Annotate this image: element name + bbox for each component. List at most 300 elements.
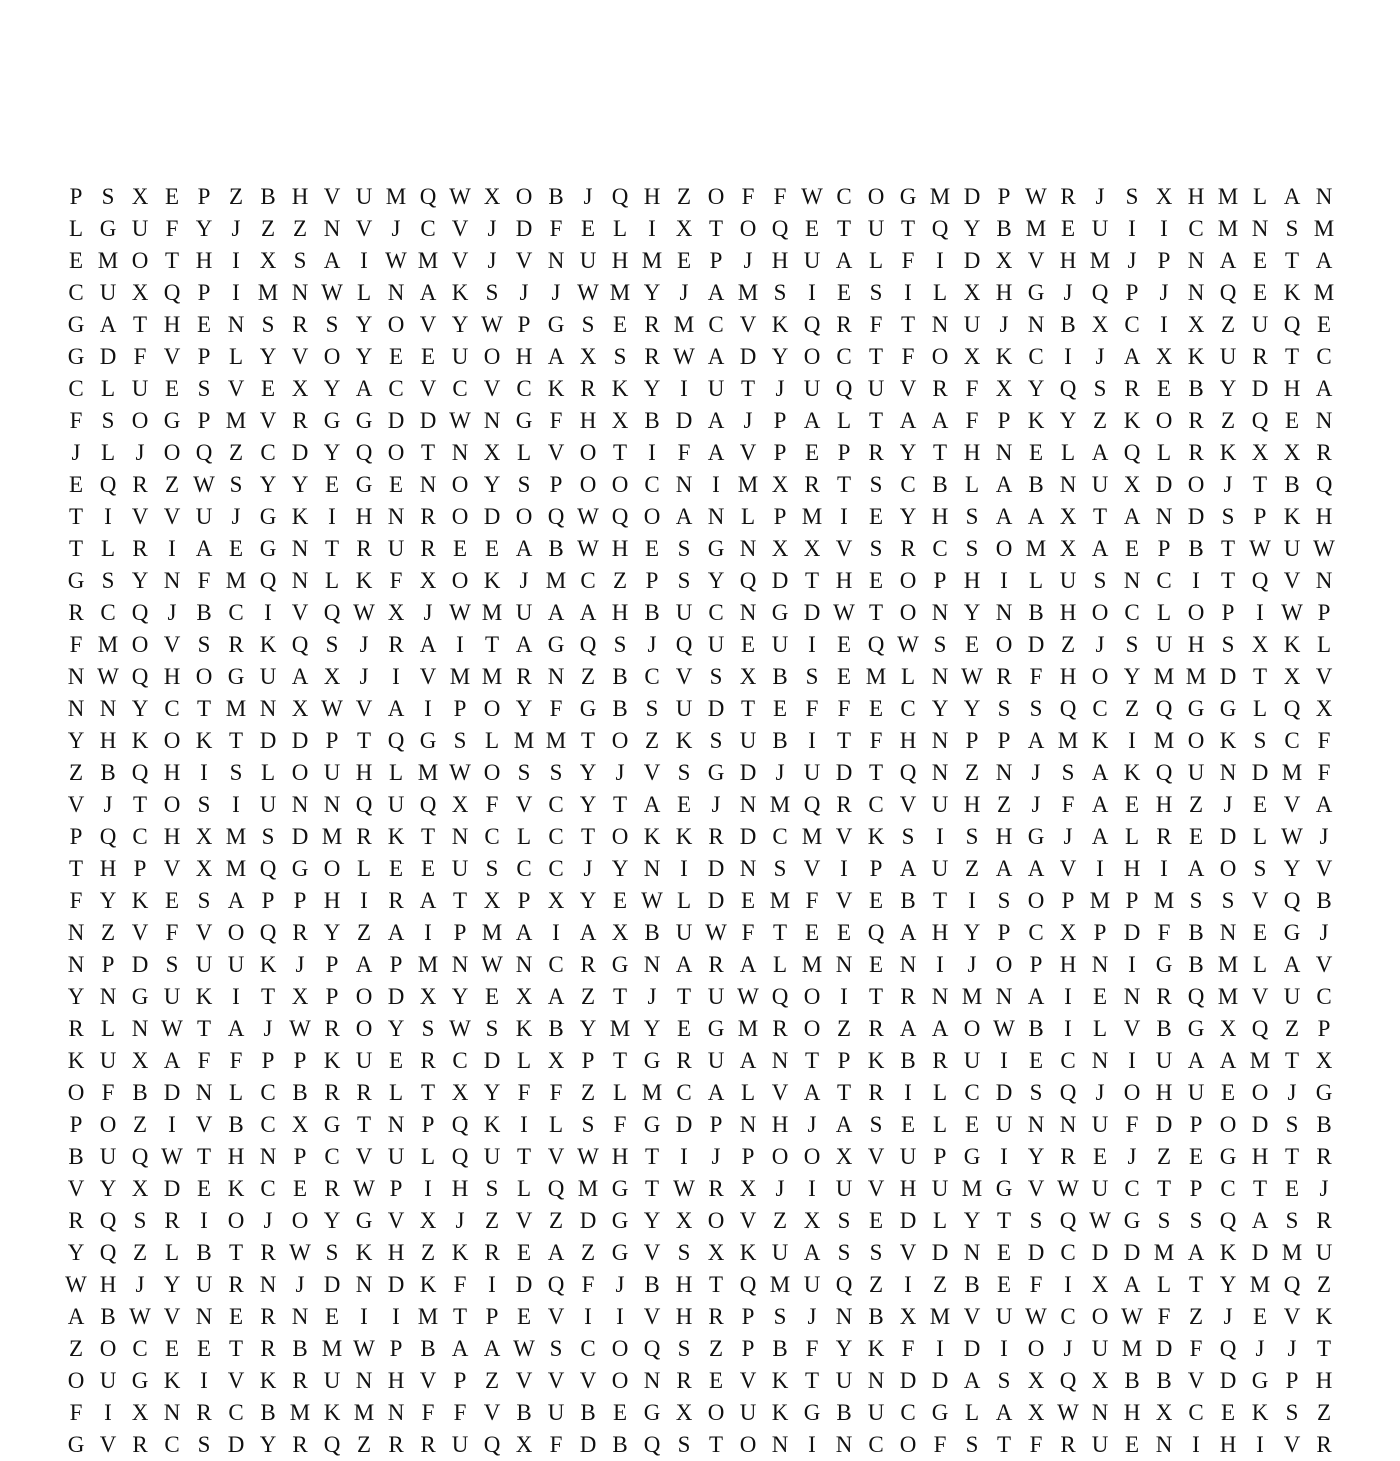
grid-letter: N — [419, 472, 437, 497]
grid-letter: Y — [899, 504, 917, 529]
grid-letter: X — [291, 376, 309, 401]
grid-letter: T — [1316, 1336, 1332, 1361]
grid-letter: Y — [355, 312, 373, 337]
grid-letter: G — [1251, 1368, 1269, 1393]
grid-letter: I — [1256, 1432, 1264, 1457]
grid-letter: U — [1283, 984, 1301, 1009]
grid-letter: K — [483, 568, 501, 593]
grid-letter: Q — [899, 760, 917, 785]
grid-letter: E — [196, 1336, 212, 1361]
grid-row — [60, 565, 1340, 597]
grid-letter: L — [1252, 824, 1268, 849]
grid-letter: R — [260, 1336, 276, 1361]
grid-letter: E — [1156, 376, 1172, 401]
grid-letter: E — [324, 1304, 340, 1329]
grid-letter: P — [997, 408, 1011, 433]
grid-letter: F — [677, 440, 691, 465]
grid-letter: Q — [867, 632, 885, 657]
grid-letter: D — [579, 1208, 597, 1233]
grid-letter: U — [387, 536, 405, 561]
grid-letter: S — [293, 248, 307, 273]
grid-letter: M — [801, 504, 823, 529]
grid-letter: P — [197, 344, 211, 369]
grid-letter: R — [932, 1048, 948, 1073]
grid-letter: T — [1252, 1176, 1268, 1201]
grid-letter: Q — [611, 184, 629, 209]
grid-letter: R — [484, 1240, 500, 1265]
grid-letter: J — [391, 216, 401, 241]
grid-letter: H — [99, 1272, 117, 1297]
grid-letter: H — [643, 184, 661, 209]
grid-letter: U — [1091, 1432, 1109, 1457]
grid-letter: S — [101, 568, 115, 593]
grid-letter: U — [1251, 312, 1269, 337]
grid-letter: L — [900, 664, 916, 689]
grid-letter: N — [67, 696, 85, 721]
grid-letter: E — [1316, 312, 1332, 337]
grid-letter: V — [99, 1432, 117, 1457]
grid-letter: Z — [228, 184, 244, 209]
grid-letter: B — [772, 1336, 788, 1361]
grid-letter: S — [997, 696, 1011, 721]
grid-letter: B — [1188, 376, 1204, 401]
grid-row — [60, 533, 1340, 565]
grid-row — [60, 1109, 1340, 1141]
grid-letter: H — [515, 344, 533, 369]
grid-letter: W — [705, 920, 727, 945]
grid-letter: P — [485, 1304, 499, 1329]
grid-letter: F — [549, 1080, 563, 1105]
grid-letter: O — [1155, 408, 1173, 433]
grid-letter: C — [1316, 984, 1332, 1009]
grid-letter: U — [867, 216, 885, 241]
grid-letter: T — [164, 248, 180, 273]
grid-letter: T — [516, 1144, 532, 1169]
grid-letter: P — [293, 1048, 307, 1073]
grid-letter: S — [197, 376, 211, 401]
grid-letter: F — [869, 312, 883, 337]
grid-letter: C — [68, 376, 84, 401]
grid-letter: K — [771, 312, 789, 337]
grid-letter: S — [485, 856, 499, 881]
grid-letter: Q — [739, 568, 757, 593]
grid-letter: M — [737, 280, 759, 305]
grid-letter: C — [644, 664, 660, 689]
grid-letter: U — [355, 1048, 373, 1073]
grid-letter: A — [227, 1016, 245, 1041]
grid-letter: B — [260, 184, 276, 209]
grid-letter: O — [1251, 1080, 1269, 1105]
grid-letter: Y — [483, 1080, 501, 1105]
grid-letter: A — [931, 1016, 949, 1041]
grid-letter: E — [804, 216, 820, 241]
grid-letter: E — [676, 1016, 692, 1041]
grid-letter: R — [580, 952, 596, 977]
grid-letter: D — [387, 1272, 405, 1297]
grid-letter: B — [196, 600, 212, 625]
grid-letter: W — [449, 184, 471, 209]
grid-letter: V — [547, 1368, 565, 1393]
grid-letter: S — [1029, 1208, 1043, 1233]
grid-letter: D — [963, 248, 981, 273]
grid-letter: U — [963, 1048, 981, 1073]
grid-letter: N — [1315, 408, 1333, 433]
grid-letter: U — [451, 856, 469, 881]
grid-letter: F — [1061, 792, 1075, 817]
grid-letter: X — [419, 1208, 437, 1233]
grid-letter: T — [836, 728, 852, 753]
grid-letter: A — [1251, 1208, 1269, 1233]
grid-letter: Y — [259, 344, 277, 369]
grid-letter: D — [387, 984, 405, 1009]
grid-letter: O — [163, 440, 181, 465]
grid-letter: V — [1283, 1304, 1301, 1329]
grid-letter: I — [808, 1432, 816, 1457]
grid-letter: R — [900, 984, 916, 1009]
grid-letter: S — [997, 888, 1011, 913]
grid-letter: U — [1315, 1240, 1333, 1265]
grid-letter: A — [1315, 376, 1333, 401]
grid-letter: R — [1060, 184, 1076, 209]
grid-letter: U — [195, 504, 213, 529]
grid-letter: G — [515, 408, 533, 433]
grid-letter: X — [963, 344, 981, 369]
grid-letter: V — [483, 376, 501, 401]
grid-letter: B — [644, 408, 660, 433]
grid-letter: E — [964, 1112, 980, 1137]
grid-letter: R — [420, 1432, 436, 1457]
grid-letter: D — [1155, 472, 1173, 497]
grid-letter: G — [611, 1208, 629, 1233]
grid-letter: S — [933, 632, 947, 657]
grid-letter: N — [131, 1016, 149, 1041]
grid-letter: T — [196, 696, 212, 721]
grid-letter: P — [325, 984, 339, 1009]
grid-letter: S — [965, 504, 979, 529]
grid-letter: C — [1092, 696, 1108, 721]
grid-letter: F — [1029, 1272, 1043, 1297]
grid-row — [60, 1269, 1340, 1301]
grid-letter: S — [581, 312, 595, 337]
grid-letter: P — [1221, 600, 1235, 625]
grid-letter: Q — [1219, 1208, 1237, 1233]
grid-letter: G — [643, 1112, 661, 1137]
grid-letter: M — [513, 728, 535, 753]
grid-letter: A — [739, 1048, 757, 1073]
grid-letter: B — [548, 1016, 564, 1041]
grid-letter: O — [227, 920, 245, 945]
grid-letter: F — [165, 920, 179, 945]
grid-letter: L — [100, 440, 116, 465]
grid-letter: S — [581, 1112, 595, 1137]
grid-letter: I — [904, 1272, 912, 1297]
grid-letter: Y — [643, 280, 661, 305]
grid-letter: C — [164, 1432, 180, 1457]
grid-letter: U — [995, 1304, 1013, 1329]
grid-letter: J — [359, 632, 369, 657]
grid-letter: M — [769, 792, 791, 817]
grid-letter: S — [101, 408, 115, 433]
grid-letter: U — [323, 760, 341, 785]
grid-letter: G — [579, 696, 597, 721]
grid-letter: F — [805, 696, 819, 721]
grid-letter: P — [933, 568, 947, 593]
grid-letter: B — [644, 1272, 660, 1297]
grid-letter: R — [836, 312, 852, 337]
grid-letter: C — [1028, 344, 1044, 369]
grid-letter: N — [547, 664, 565, 689]
grid-letter: F — [453, 1400, 467, 1425]
grid-letter: S — [1125, 184, 1139, 209]
grid-letter: C — [868, 792, 884, 817]
grid-row — [60, 757, 1340, 789]
grid-letter: I — [488, 1272, 496, 1297]
grid-letter: L — [516, 1048, 532, 1073]
grid-letter: S — [1189, 888, 1203, 913]
grid-letter: Q — [259, 856, 277, 881]
grid-letter: V — [419, 1368, 437, 1393]
grid-letter: S — [677, 1240, 691, 1265]
grid-letter: Q — [131, 760, 149, 785]
grid-letter: S — [613, 344, 627, 369]
grid-letter: B — [1284, 472, 1300, 497]
grid-letter: I — [1192, 1432, 1200, 1457]
grid-letter: T — [580, 728, 596, 753]
grid-letter: R — [932, 376, 948, 401]
grid-letter: L — [612, 216, 628, 241]
grid-letter: I — [552, 920, 560, 945]
grid-letter: E — [516, 1240, 532, 1265]
grid-letter: B — [900, 1048, 916, 1073]
grid-letter: K — [995, 344, 1013, 369]
grid-letter: E — [1252, 1304, 1268, 1329]
grid-letter: B — [1188, 952, 1204, 977]
grid-letter: P — [773, 504, 787, 529]
grid-letter: A — [739, 952, 757, 977]
grid-letter: I — [1064, 984, 1072, 1009]
grid-letter: B — [1124, 1368, 1140, 1393]
grid-letter: G — [707, 1016, 725, 1041]
grid-letter: T — [708, 216, 724, 241]
grid-letter: S — [869, 536, 883, 561]
grid-letter: I — [840, 984, 848, 1009]
grid-letter: C — [228, 1400, 244, 1425]
grid-letter: M — [769, 1272, 791, 1297]
grid-letter: M — [929, 184, 951, 209]
grid-letter: O — [99, 1336, 117, 1361]
grid-letter: H — [1315, 504, 1333, 529]
grid-letter: M — [769, 888, 791, 913]
grid-letter: X — [1251, 440, 1269, 465]
grid-letter: J — [1319, 824, 1329, 849]
grid-letter: Q — [1187, 984, 1205, 1009]
grid-letter: E — [68, 472, 84, 497]
grid-letter: F — [517, 1080, 531, 1105]
grid-letter: A — [707, 280, 725, 305]
grid-letter: T — [132, 312, 148, 337]
grid-letter: M — [1089, 248, 1111, 273]
grid-letter: D — [931, 1240, 949, 1265]
grid-letter: N — [291, 568, 309, 593]
grid-letter: A — [963, 1368, 981, 1393]
grid-letter: K — [1283, 280, 1301, 305]
grid-letter: C — [1124, 600, 1140, 625]
grid-letter: U — [1155, 632, 1173, 657]
grid-letter: S — [421, 1016, 435, 1041]
grid-letter: D — [483, 1048, 501, 1073]
grid-letter: J — [1063, 824, 1073, 849]
grid-letter: T — [68, 504, 84, 529]
grid-letter: E — [1092, 984, 1108, 1009]
grid-letter: M — [1281, 760, 1303, 785]
grid-letter: Z — [708, 1336, 724, 1361]
grid-letter: Y — [99, 888, 117, 913]
grid-letter: P — [1061, 888, 1075, 913]
grid-letter: X — [1027, 1368, 1045, 1393]
grid-letter: B — [292, 1080, 308, 1105]
grid-letter: J — [519, 568, 529, 593]
grid-letter: Z — [1284, 1016, 1300, 1041]
grid-letter: L — [228, 344, 244, 369]
grid-letter: F — [901, 344, 915, 369]
grid-letter: H — [291, 184, 309, 209]
grid-letter: R — [292, 1368, 308, 1393]
grid-letter: T — [804, 568, 820, 593]
grid-letter: V — [451, 216, 469, 241]
grid-letter: T — [932, 440, 948, 465]
grid-letter: Q — [1283, 888, 1301, 913]
grid-letter: K — [483, 1112, 501, 1137]
grid-letter: R — [324, 1080, 340, 1105]
grid-letter: M — [1153, 664, 1175, 689]
grid-letter: D — [995, 1080, 1013, 1105]
grid-letter: X — [323, 664, 341, 689]
grid-letter: C — [708, 312, 724, 337]
grid-letter: R — [1316, 1144, 1332, 1169]
grid-letter: F — [229, 1048, 243, 1073]
grid-letter: Z — [1220, 312, 1236, 337]
grid-letter: E — [388, 1048, 404, 1073]
grid-letter: D — [1219, 824, 1237, 849]
grid-letter: W — [897, 632, 919, 657]
grid-letter: I — [392, 664, 400, 689]
grid-letter: F — [613, 1112, 627, 1137]
grid-letter: W — [673, 1176, 695, 1201]
grid-letter: M — [321, 824, 343, 849]
grid-letter: G — [131, 984, 149, 1009]
grid-letter: R — [68, 1208, 84, 1233]
grid-letter: M — [545, 568, 567, 593]
grid-letter: T — [1092, 504, 1108, 529]
grid-letter: J — [1095, 632, 1105, 657]
grid-row — [60, 1205, 1340, 1237]
grid-letter: C — [1124, 1176, 1140, 1201]
grid-letter: K — [1251, 1400, 1269, 1425]
grid-letter: H — [611, 1144, 629, 1169]
grid-letter: X — [739, 664, 757, 689]
grid-letter: K — [515, 1016, 533, 1041]
grid-letter: J — [103, 792, 113, 817]
grid-letter: I — [968, 888, 976, 913]
grid-letter: D — [419, 408, 437, 433]
grid-letter: R — [708, 1176, 724, 1201]
grid-letter: V — [451, 248, 469, 273]
grid-letter: X — [259, 248, 277, 273]
grid-letter: J — [295, 952, 305, 977]
grid-letter: S — [965, 536, 979, 561]
grid-letter: L — [164, 1240, 180, 1265]
grid-letter: S — [1285, 1208, 1299, 1233]
grid-letter: P — [69, 184, 83, 209]
grid-row — [60, 1365, 1340, 1397]
grid-letter: K — [291, 504, 309, 529]
grid-letter: L — [548, 1112, 564, 1137]
grid-letter: O — [867, 184, 885, 209]
grid-letter: S — [197, 888, 211, 913]
grid-letter: G — [67, 568, 85, 593]
grid-letter: H — [163, 760, 181, 785]
grid-letter: N — [1059, 1112, 1077, 1137]
grid-letter: Q — [99, 1208, 117, 1233]
grid-letter: W — [321, 696, 343, 721]
grid-letter: X — [1059, 504, 1077, 529]
grid-letter: P — [293, 1144, 307, 1169]
grid-letter: Z — [836, 1016, 852, 1041]
grid-letter: N — [643, 856, 661, 881]
grid-letter: G — [1027, 824, 1045, 849]
grid-letter: X — [515, 984, 533, 1009]
grid-letter: J — [1031, 760, 1041, 785]
grid-letter: S — [325, 312, 339, 337]
grid-letter: Y — [835, 1336, 853, 1361]
grid-letter: C — [836, 344, 852, 369]
grid-letter: M — [1281, 1240, 1303, 1265]
grid-letter: D — [899, 1368, 917, 1393]
grid-letter: J — [263, 1016, 273, 1041]
grid-letter: X — [1315, 696, 1333, 721]
grid-letter: E — [836, 632, 852, 657]
grid-letter: C — [580, 568, 596, 593]
grid-letter: O — [1123, 1080, 1141, 1105]
grid-letter: M — [417, 952, 439, 977]
grid-letter: V — [963, 1304, 981, 1329]
grid-letter: E — [1060, 216, 1076, 241]
grid-letter: M — [97, 248, 119, 273]
grid-row — [60, 917, 1340, 949]
grid-letter: O — [707, 1400, 725, 1425]
grid-letter: K — [323, 1048, 341, 1073]
grid-letter: D — [515, 216, 533, 241]
grid-letter: X — [963, 280, 981, 305]
grid-letter: W — [1249, 536, 1271, 561]
grid-letter: C — [260, 1176, 276, 1201]
grid-letter: D — [259, 728, 277, 753]
grid-letter: V — [131, 920, 149, 945]
grid-letter: O — [739, 216, 757, 241]
grid-letter: J — [967, 952, 977, 977]
grid-letter: Y — [931, 696, 949, 721]
grid-letter: T — [1284, 248, 1300, 273]
grid-letter: V — [1027, 1176, 1045, 1201]
grid-letter: S — [1189, 1208, 1203, 1233]
grid-letter: N — [835, 952, 853, 977]
grid-letter: J — [743, 408, 753, 433]
grid-letter: U — [803, 760, 821, 785]
grid-row — [60, 1301, 1340, 1333]
grid-letter: E — [836, 280, 852, 305]
grid-letter: V — [1059, 856, 1077, 881]
grid-letter: U — [771, 632, 789, 657]
